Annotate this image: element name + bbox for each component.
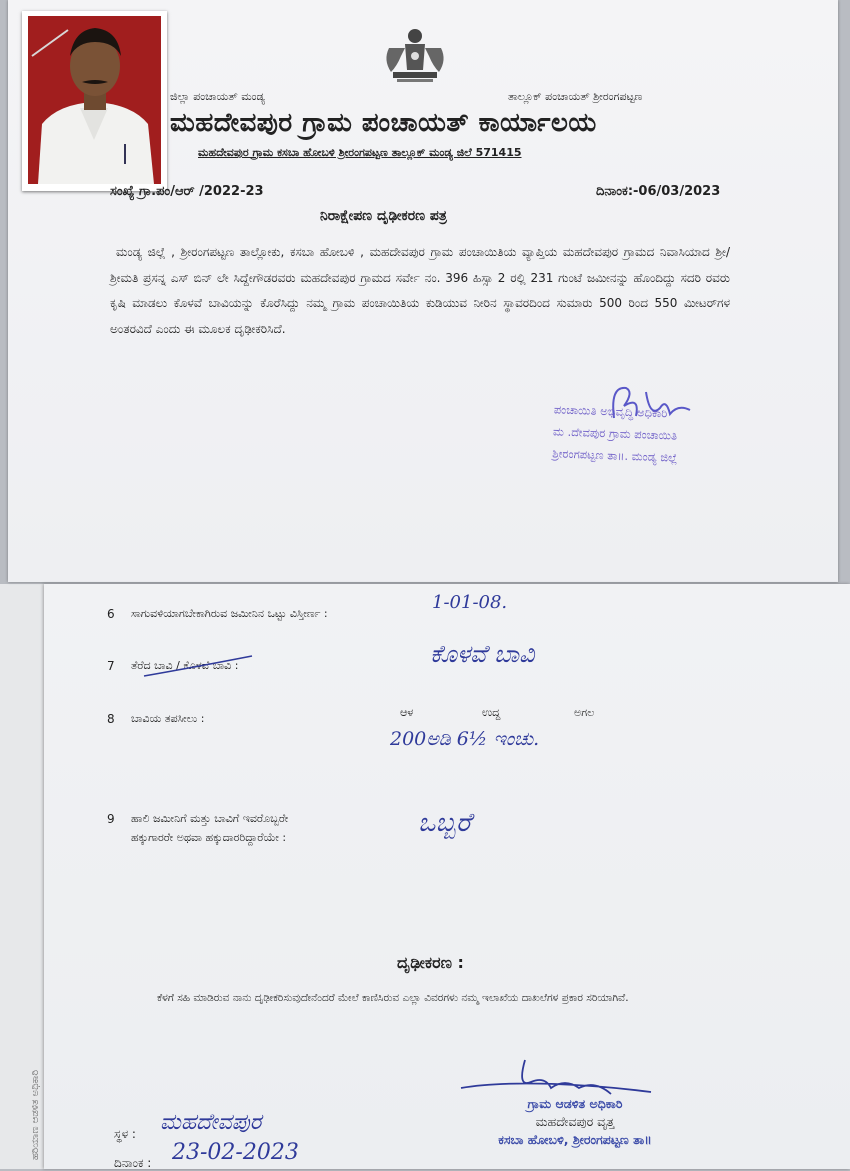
item-9-label-line2: ಹಕ್ಕುಗಾರರೇ ಅಥವಾ ಹಕ್ಕುದಾರರಿದ್ದಾರೆಯೇ : [131,831,287,844]
affirmation-text: ಕೆಳಗೆ ಸಹಿ ಮಾಡಿರುವ ನಾನು ದೃಢೀಕರಿಸುವುದೇನೆಂದರೆ ಮೇಲೆ ಕಾಣಿಸಿರುವ ಎಲ್ಲಾ ವಿವರಗಳು ನಮ್ಮ ಇಲಾಖೆಯ ದಾಖಲೆಗಳ ಪ್ರಕಾರ ಸರಿಯಾಗಿವೆ. [157,992,629,1004]
item-7-value: ಕೊಳವೆ ಬಾವಿ [430,640,535,668]
item-9-value: ಒಬ್ಬರೆ [418,808,471,838]
officer-designation: ಗ್ರಾಮ ಆಡಳಿತ ಅಧಿಕಾರಿ [527,1096,623,1111]
issue-date: ದಿನಾಂಕ:-06/03/2023 [596,184,721,199]
office-address: ಮಹದೇವಪುರ ಗ್ರಾಮ ಕಸಬಾ ಹೋಬಳಿ ಶ್ರೀರಂಗಪಟ್ಟಣ ತಾಲ್ಲೂಕ್ ಮಂಡ್ಯ ಜಿಲೆ 571415 [198,146,522,159]
date-label: ದಿನಾಂಕ : [114,1156,152,1170]
item-8-label: ಬಾವಿಯ ತಪಸೀಲು : [131,712,205,725]
certificate-title: ನಿರಾಕ್ಷೇಪಣ ದೃಢೀಕರಣ ಪತ್ರ [320,208,447,224]
place-label: ಸ್ಥಳ : [114,1127,136,1141]
certificate-body: ಮಂಡ್ಯ ಜಿಲ್ಲೆ , ಶ್ರೀರಂಗಪಟ್ಟಣ ತಾಲ್ಲೋಕು, ಕಸಬಾ ಹೋಬಳಿ , ಮಹದೇವಪುರ ಗ್ರಾಮ ಪಂಚಾಯಿತಿಯ ವ್ಯಾಪ್ತಿಯ ಮಹದೇವಪುರ ಗ್ರಾಮದ ನಿವಾಸಿಯಾದ ಶ್ರೀ/ಶ್ರೀಮತಿ ಪ್ರಸನ್ನ ಎಸ್ ಬಿನ್ ಲೇ ಸಿದ್ದೇಗೌಡರವರು ಮಹದೇವಪುರ ಗ್ರಾಮದ ಸರ್ವೇ ನಂ. 396 ಹಿಸ್ಸಾ 2 ರಲ್ಲಿ 231 ಗುಂಟೆ ಜಮೀನನ್ನು ಹೊಂದಿದ್ದು ಸದರಿ ರವರು ಕೃಷಿ ಮಾಡಲು ಕೊಳವೆ ಬಾವಿಯನ್ನು ಕೊರೆಸಿದ್ದು ನಮ್ಮ ಗ್ರಾಮ ಪಂಚಾಯಿತಿಯ ಕುಡಿಯುವ ನೀರಿನ ಸ್ಥಾವರದಿಂದ ಸುಮಾರು 500 ರಿಂದ 550 ಮೀಟರ್‌ಗಳ ಅಂತರವಿದೆ ಎಂದು ಈ ಮೂಲಕ ದೃಢೀಕರಿಸಿದೆ. [110,245,730,336]
date-value: 23-02-2023 [172,1140,299,1165]
officer-circle: ಮಹದೇವಪುರ ವೃತ್ತ [535,1114,615,1129]
strike-through-mark [140,650,260,680]
officer-signature-block [450,1095,700,1149]
item-6-label: ಸಾಗುವಳಿಯಾಗಬೇಕಾಗಿರುವ ಜಮೀನಿನ ಒಟ್ಟು ವಿಸ್ತೀರ್ಣ : [131,607,328,620]
district-panchayat: ಜಿಲ್ಲಾ ಪಂಚಾಯತ್ ಮಂಡ್ಯ [170,90,266,103]
officer-jurisdiction: ಕಸಬಾ ಹೋಬಳಿ, ಶ್ರೀರಂಗಪಟ್ಟಣ ತಾ॥ [498,1132,652,1147]
applicant-photo [22,11,167,191]
item-6-number: 6 [107,607,115,621]
state-emblem-icon [375,26,455,90]
item-7-number: 7 [107,659,115,673]
well-depth-header: ಆಳ [400,706,414,719]
taluk-panchayat: ತಾಲ್ಲೂಕ್ ಪಂಚಾಯತ್ ಶ್ರೀರಂಗಪಟ್ಟಣ [508,90,643,103]
office-title: ಮಹದೇವಪುರ ಗ್ರಾಮ ಪಂಚಾಯತ್ ಕಾರ್ಯಾಲಯ [170,108,597,138]
well-length-header: ಉದ್ದ [482,706,501,719]
item-9-label-line1: ಹಾಲಿ ಜಮೀನಿಗೆ ಮತ್ತು ಬಾವಿಗೆ ಇವರೊಬ್ಬರೇ [131,812,289,825]
affirmation-title: ದೃಢೀಕರಣ : [397,953,464,972]
item-7-label: ತೆರೆದ ಬಾವಿ / ಕೊಳವೆ ಬಾವಿ : [131,659,239,672]
item-6-value: 1-01-08. [432,592,508,613]
item-9-number: 9 [107,812,115,826]
place-value: ಮಹದೇವಪುರ [160,1110,262,1135]
reference-number: ಸಂಖ್ಯೆ ಗ್ರಾ.ಪಂ/ಆರ್ /2022-23 [110,184,264,199]
item-8-number: 8 [107,712,115,726]
pdo-office-stamp: ಪಂಚಾಯಿತಿ ಅಭಿವೃದ್ಧಿ ಅಧಿಕಾರಿ ಮ .ದೇವಪುರ ಗ್ರಾಮ ಪಂಚಾಯಿತಿ ಶ್ರೀರಂಗಪಟ್ಟಣ ತಾ॥. ಮಂಡ್ಯ ಜಿಲ್ಲೆ [552,402,678,465]
well-dimensions-value: 200ಅಡಿ 6½ ಇಂಚು. [390,728,540,750]
well-width-header: ಅಗಲ [574,706,595,719]
margin-vertical-text: ಹರಿಯಾಣ ಆಡಳಿತ ಅಧಿಕಾರಿ [30,1070,41,1160]
